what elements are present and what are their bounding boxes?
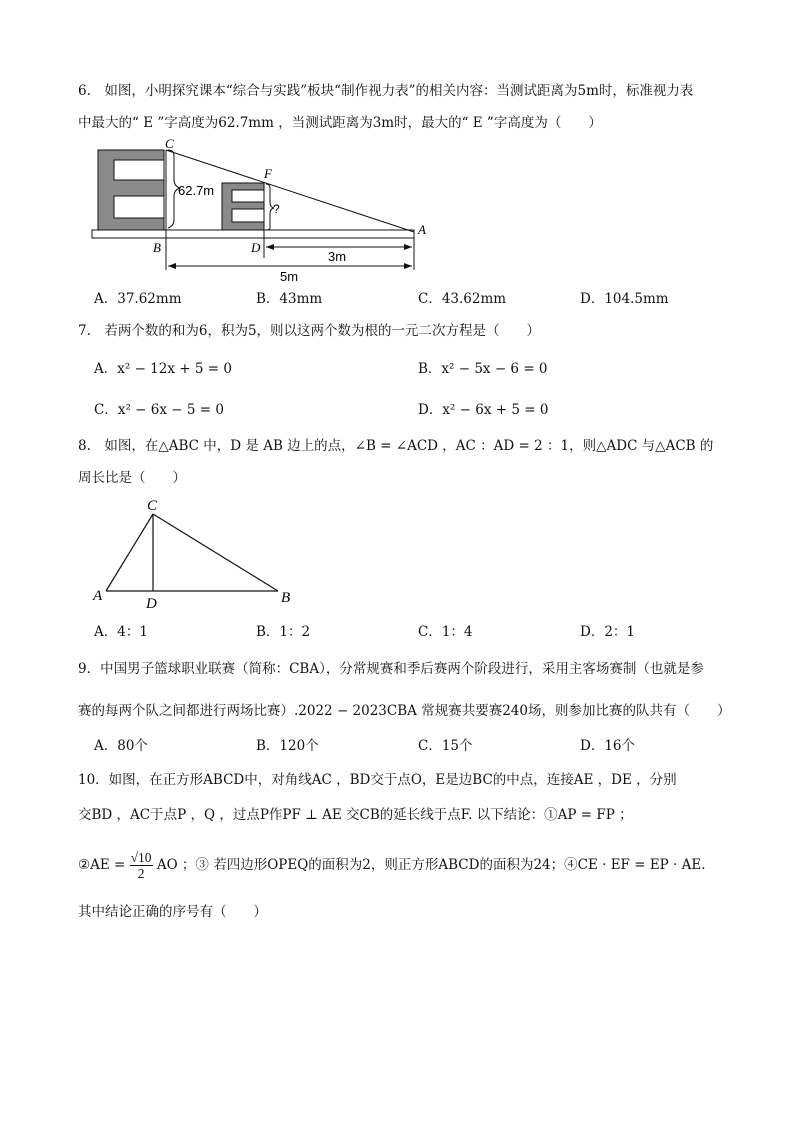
q8-option-a: A．4：1 (94, 624, 148, 640)
q8-option-c: C．1：4 (418, 624, 473, 640)
q8-triangle-figure (88, 494, 308, 614)
q6-label-3m: 3m (328, 249, 347, 264)
q6-label-f: F (264, 166, 272, 181)
q6-label-c: C (165, 136, 174, 151)
q8-option-b: B．1：2 (256, 624, 311, 640)
q10-line3-prefix: ②AE = (78, 857, 126, 873)
q8-label-c: C (147, 498, 158, 514)
q6-label-5m: 5m (280, 269, 299, 282)
q7-option-b: B．x² − 5x − 6 = 0 (418, 361, 548, 377)
q9-stem-line1: 9．中国男子篮球职业联赛（简称：CBA），分常规赛和季后赛两个阶段进行，采用主客场赛制（也就是参 (78, 661, 704, 677)
q9-option-c: C．15个 (418, 738, 473, 754)
q6-option-d: D．104.5mm (580, 291, 669, 307)
q10-fraction-denominator: 2 (137, 866, 145, 881)
q6-option-b: B．43mm (256, 291, 323, 307)
q7-option-a: A．x² − 12x + 5 = 0 (94, 361, 232, 377)
q10-fraction (130, 850, 153, 881)
q6-stem-line2: 中最大的“ E ”字高度为62.7mm ，当测试距离为3m时，最大的“ E ”字高度为（ ） (78, 115, 602, 131)
q9-stem-line2: 赛的每两个队之间都进行两场比赛）.2022 − 2023CBA 常规赛共要赛240场，则参加比赛的队共有（ ） (78, 703, 731, 719)
q8-label-d: D (146, 596, 157, 612)
q6-stem-line1: 6. 如图，小明探究课本“综合与实践”板块“制作视力表”的相关内容：当测试距离为5m时，标准视力表 (78, 83, 694, 99)
q8-label-a: A (93, 588, 103, 604)
q8-label-b: B (281, 590, 291, 606)
q6-option-c: C．43.62mm (418, 291, 507, 307)
q7-option-c: C．x² − 6x − 5 = 0 (94, 402, 224, 418)
q7-stem: 7. 若两个数的和为6，积为5，则以这两个数为根的一元二次方程是（ ） (78, 323, 541, 339)
q6-label-a: A (418, 222, 426, 237)
q6-label-62-7: 62.7m (178, 183, 215, 198)
q6-label-question: ? (273, 202, 280, 216)
q9-option-d: D．16个 (580, 738, 636, 754)
q10-fraction-numerator: √10 (130, 850, 152, 865)
q6-eye-chart-figure (88, 134, 438, 282)
q8-stem-line2: 周长比是（ ） (78, 470, 186, 486)
q6-label-d: D (251, 240, 261, 255)
q9-option-b: B．120个 (256, 738, 319, 754)
q8-option-d: D．2：1 (580, 624, 636, 640)
q10-stem-line4: 其中结论正确的序号有（ ） (78, 904, 267, 920)
q6-option-a: A．37.62mm (94, 291, 182, 307)
q6-label-b: B (153, 240, 161, 255)
q10-stem-line3 (78, 848, 706, 882)
q10-line3-suffix: AO ；③ 若四边形OPEQ的面积为2，则正方形ABCD的面积为24；④CE · EF = EP · AE. (156, 857, 706, 873)
q10-stem-line2: 交BD ，AC于点P ，Q ，过点P作PF ⊥ AE 交CB的延长线于点F. 以下结论：①AP = FP ； (78, 807, 633, 823)
q8-stem-line1: 8. 如图，在△ABC 中，D 是 AB 边上的点，∠B = ∠ACD ，AC ：AD = 2 ：1，则△ADC 与△ACB 的 (78, 438, 714, 454)
q9-option-a: A．80个 (94, 738, 148, 754)
q7-option-d: D．x² − 6x + 5 = 0 (418, 402, 549, 418)
q10-stem-line1: 10．如图，在正方形ABCD中，对角线AC ，BD交于点O，E是边BC的中点，连接AE ，DE ，分别 (78, 772, 677, 788)
